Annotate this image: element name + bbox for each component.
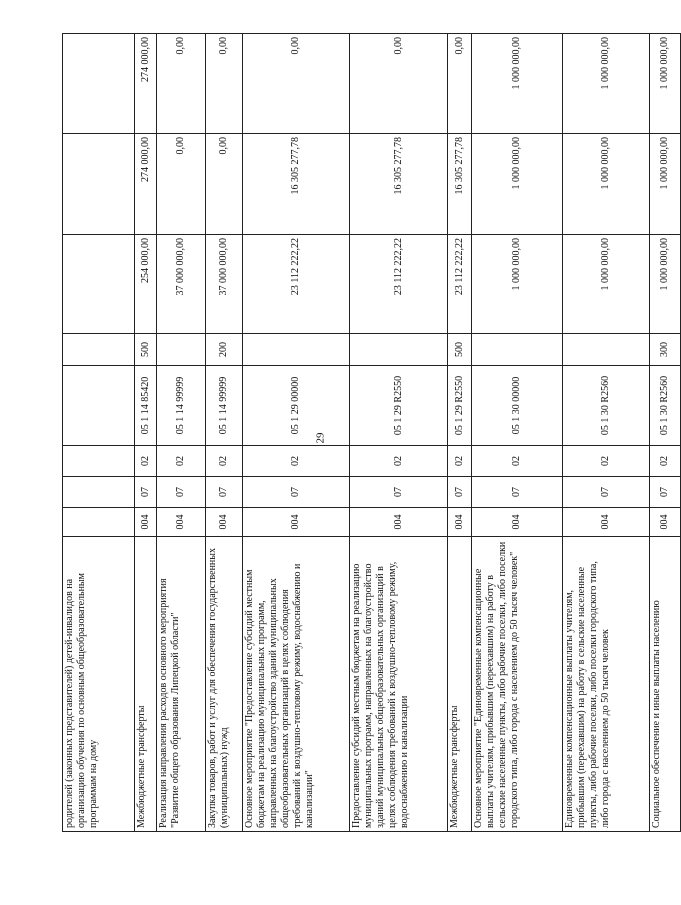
amount-year2-cell: 16 305 277,78 <box>448 134 472 235</box>
amount-year3-cell: 1 000 000,00 <box>650 34 681 134</box>
amount-year2-cell: 1 000 000,00 <box>563 134 650 235</box>
row-name-cell: Реализация направления расходов основного мероприятия "Развитие общего образования Липецкой области" <box>157 537 206 832</box>
target-article-cell <box>63 366 135 446</box>
subsection-code-cell: 02 <box>206 446 243 477</box>
amount-year1-cell: 1 000 000,00 <box>472 235 563 334</box>
amount-year2-cell: 0,00 <box>157 134 206 235</box>
amount-year2-cell: 16 305 277,78 <box>243 134 350 235</box>
table-row <box>448 34 472 832</box>
target-article-cell: 05 1 14 99999 <box>157 366 206 446</box>
grbs-code-cell: 004 <box>472 508 563 537</box>
amount-year3-cell: 274 000,00 <box>135 34 157 134</box>
target-article-cell: 05 1 14 99999 <box>206 366 243 446</box>
amount-year3-cell: 0,00 <box>448 34 472 134</box>
amount-year1-cell: 23 112 222,22 <box>243 235 350 334</box>
section-code-cell: 07 <box>157 477 206 508</box>
amount-year1-cell: 23 112 222,22 <box>448 235 472 334</box>
subsection-code-cell <box>63 446 135 477</box>
table-row <box>206 34 243 832</box>
table-row <box>243 34 350 832</box>
amount-year3-cell: 0,00 <box>243 34 350 134</box>
grbs-code-cell: 004 <box>448 508 472 537</box>
subsection-code-cell: 02 <box>157 446 206 477</box>
target-article-cell: 05 1 29 R2550 <box>448 366 472 446</box>
row-name-cell: Межбюджетные трансферты <box>448 537 472 832</box>
amount-year1-cell: 1 000 000,00 <box>563 235 650 334</box>
amount-year1-cell: 1 000 000,00 <box>650 235 681 334</box>
expense-type-cell <box>472 334 563 366</box>
section-code-cell: 07 <box>243 477 350 508</box>
page-number-text: 29 <box>314 432 326 444</box>
table-row <box>563 34 650 832</box>
section-code-cell: 07 <box>650 477 681 508</box>
target-article-cell: 05 1 30 R2560 <box>563 366 650 446</box>
amount-year1-cell: 254 000,00 <box>135 235 157 334</box>
amount-year1-cell: 37 000 000,00 <box>206 235 243 334</box>
amount-year3-cell: 1 000 000,00 <box>472 34 563 134</box>
row-name-cell: Закупка товаров, работ и услуг для обеспечения государственных (муниципальных) нужд <box>206 537 243 832</box>
grbs-code-cell: 004 <box>563 508 650 537</box>
row-name-cell: родителей (законных представителей) детей-инвалидов на организацию обучения по основным общеобразовательным программам на дому <box>63 537 135 832</box>
subsection-code-cell: 02 <box>650 446 681 477</box>
row-name-cell: Социальное обеспечение и иные выплаты населению <box>650 537 681 832</box>
table-body <box>63 34 681 832</box>
section-code-cell <box>63 477 135 508</box>
table-row <box>350 34 448 832</box>
expense-type-cell: 300 <box>650 334 681 366</box>
grbs-code-cell: 004 <box>243 508 350 537</box>
section-code-cell: 07 <box>135 477 157 508</box>
amount-year2-cell: 0,00 <box>206 134 243 235</box>
subsection-code-cell: 02 <box>563 446 650 477</box>
target-article-cell: 05 1 30 R2560 <box>650 366 681 446</box>
grbs-code-cell: 004 <box>206 508 243 537</box>
expense-type-cell: 200 <box>206 334 243 366</box>
subsection-code-cell: 02 <box>350 446 448 477</box>
row-name-cell: Основное мероприятие "Единовременные компенсационные выплаты учителям, прибывшим (переехавшим) на работу в сельские населенные пункты, либо рабочие поселки, либо поселки городского типа, либо города с населением до 50 тысяч человек" <box>472 537 563 832</box>
grbs-code-cell: 004 <box>157 508 206 537</box>
target-article-cell: 05 1 29 00000 <box>243 366 350 446</box>
amount-year2-cell: 16 305 277,78 <box>350 134 448 235</box>
section-code-cell: 07 <box>350 477 448 508</box>
row-name-cell: Единовременные компенсационные выплаты учителям, прибывшим (переехавшим) на работу в сельские населенные пункты, либо рабочие поселки, либо поселки городского типа, либо города с населением до 50 тысяч человек <box>563 537 650 832</box>
subsection-code-cell: 02 <box>135 446 157 477</box>
amount-year3-cell: 0,00 <box>206 34 243 134</box>
expense-type-cell: 500 <box>448 334 472 366</box>
expense-type-cell: 500 <box>135 334 157 366</box>
row-name-cell: Основное мероприятие "Предоставление субсидий местным бюджетам на реализацию муниципальных программ, направленных на благоустройство зданий муниципальных общеобразовательных организаций в целях соблюдения требований к воздушно-тепловому режиму, водоснабжению и канализации" <box>243 537 350 832</box>
subsection-code-cell: 02 <box>472 446 563 477</box>
table-row <box>472 34 563 832</box>
expense-type-cell <box>243 334 350 366</box>
expense-type-cell <box>563 334 650 366</box>
expense-type-cell <box>350 334 448 366</box>
target-article-cell: 05 1 29 R2550 <box>350 366 448 446</box>
expense-type-cell <box>157 334 206 366</box>
amount-year3-cell: 1 000 000,00 <box>563 34 650 134</box>
target-article-cell: 05 1 30 00000 <box>472 366 563 446</box>
section-code-cell: 07 <box>206 477 243 508</box>
subsection-code-cell: 02 <box>448 446 472 477</box>
amount-year2-cell: 1 000 000,00 <box>472 134 563 235</box>
section-code-cell: 07 <box>448 477 472 508</box>
grbs-code-cell: 004 <box>650 508 681 537</box>
amount-year3-cell: 0,00 <box>350 34 448 134</box>
amount-year2-cell: 274 000,00 <box>135 134 157 235</box>
amount-year1-cell: 37 000 000,00 <box>157 235 206 334</box>
amount-year1-cell <box>63 235 135 334</box>
budget-table <box>62 33 681 832</box>
table-row <box>157 34 206 832</box>
section-code-cell: 07 <box>563 477 650 508</box>
amount-year3-cell <box>63 34 135 134</box>
expense-type-cell <box>63 334 135 366</box>
table-row <box>135 34 157 832</box>
table-row <box>63 34 135 832</box>
row-name-cell: Предоставление субсидий местным бюджетам на реализацию муниципальных программ, направленных на благоустройство зданий муниципальных общеобразовательных организаций в целях соблюдения требований к воздушно-тепловому режиму, водоснабжению и канализации <box>350 537 448 832</box>
amount-year2-cell: 1 000 000,00 <box>650 134 681 235</box>
amount-year2-cell <box>63 134 135 235</box>
amount-year1-cell: 23 112 222,22 <box>350 235 448 334</box>
subsection-code-cell: 02 <box>243 446 350 477</box>
grbs-code-cell <box>63 508 135 537</box>
section-code-cell: 07 <box>472 477 563 508</box>
budget-table-sheet <box>62 34 670 832</box>
row-name-cell: Межбюджетные трансферты <box>135 537 157 832</box>
table-row <box>650 34 681 832</box>
grbs-code-cell: 004 <box>135 508 157 537</box>
amount-year3-cell: 0,00 <box>157 34 206 134</box>
target-article-cell: 05 1 14 85420 <box>135 366 157 446</box>
grbs-code-cell: 004 <box>350 508 448 537</box>
